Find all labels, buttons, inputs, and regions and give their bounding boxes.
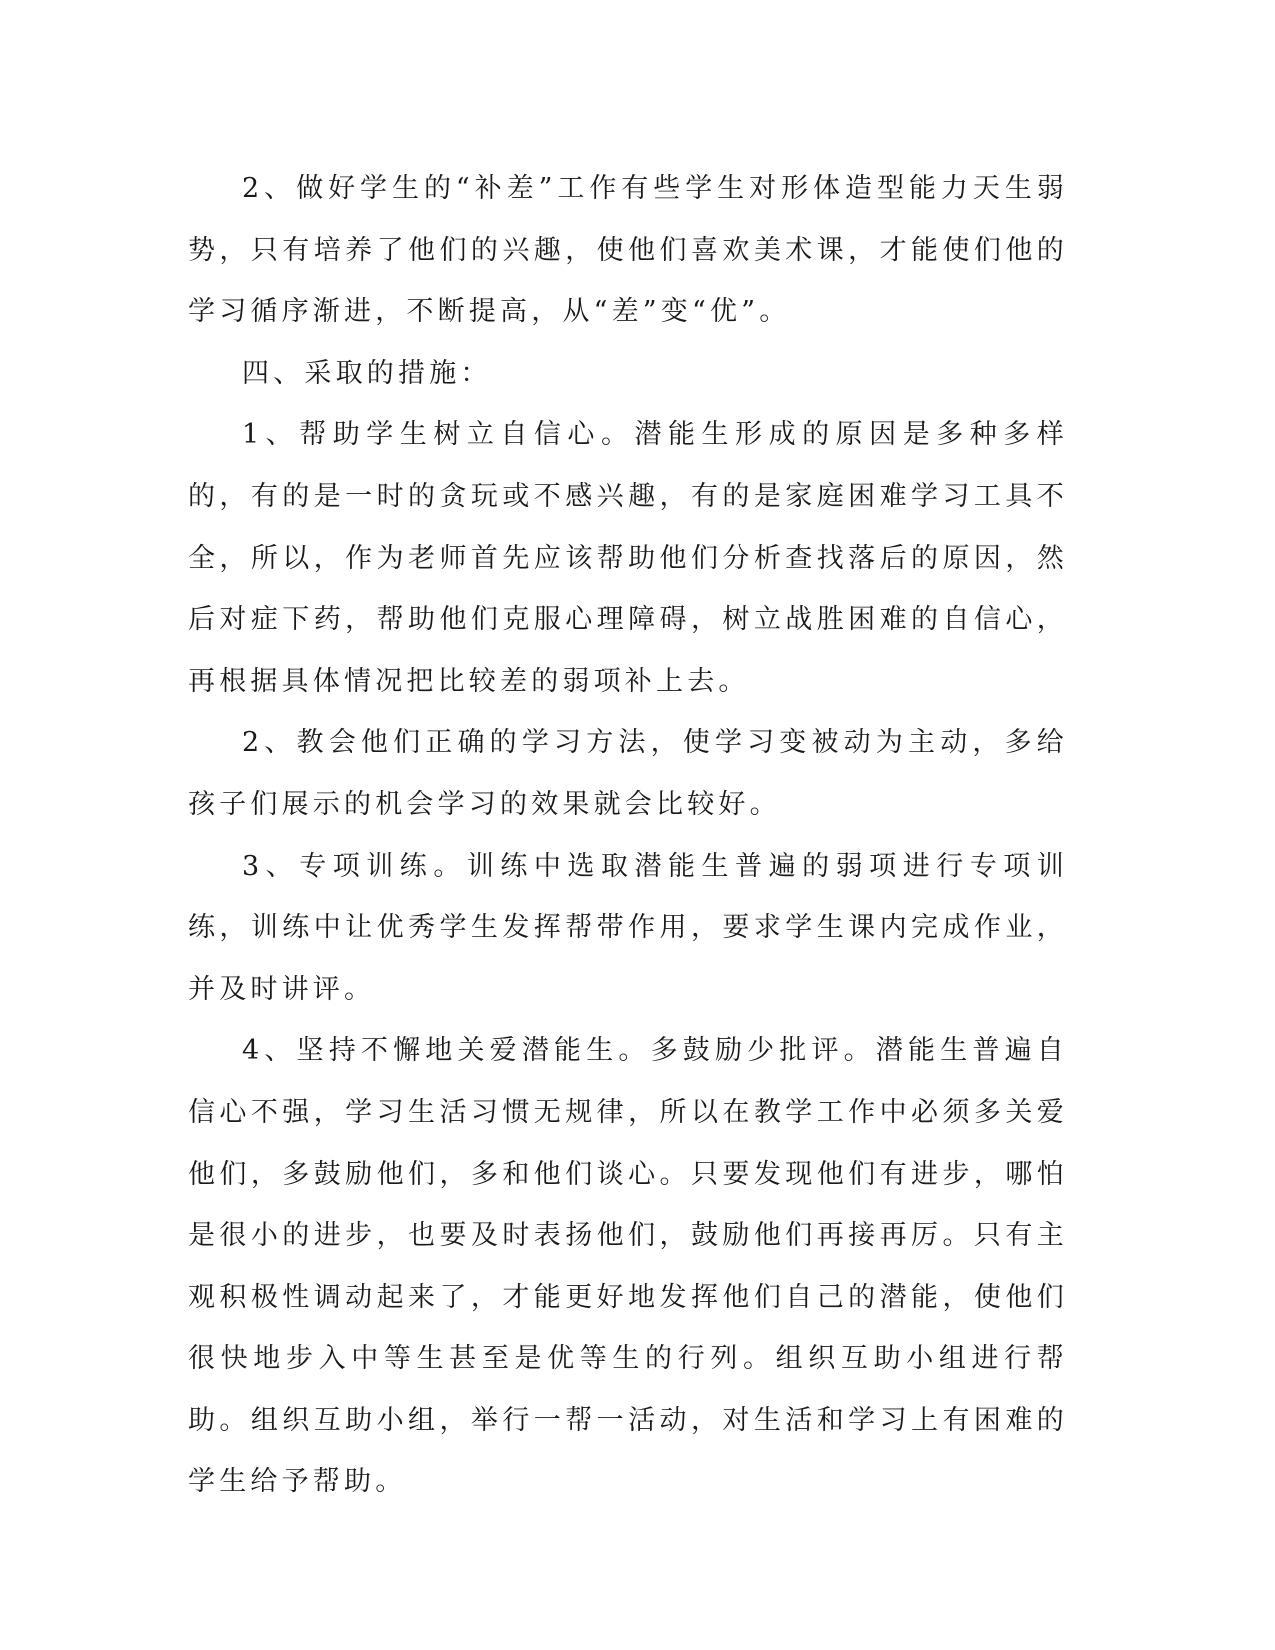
paragraph-remedial-work: 2、做好学生的“补差”工作有些学生对形体造型能力天生弱势，只有培养了他们的兴趣，使他们喜欢美术课，才能使们他的学习循序渐进，不断提高，从“差”变“优”。 xyxy=(188,173,1068,328)
paragraph-care-for-students: 4、坚持不懈地关爱潜能生。多鼓励少批评。潜能生普遍自信心不强，学习生活习惯无规律，所以在教学工作中必须多关爱他们，多鼓励他们，多和他们谈心。只要发现他们有进步，哪怕是很小的进步，也要及时表扬他们，鼓励他们再接再厉。只有主观积极性调动起来了，才能更好地发挥他们自己的潜能，使他们很快地步入中等生甚至是优等生的行列。组织互助小组进行帮助。组织互助小组，举行一帮一活动，对生活和学习上有困难的学生给予帮助。 xyxy=(188,1035,1068,1498)
document-body xyxy=(188,158,1068,1513)
paragraph-build-confidence: 1、帮助学生树立自信心。潜能生形成的原因是多种多样的，有的是一时的贪玩或不感兴趣，有的是家庭困难学习工具不全，所以，作为老师首先应该帮助他们分析查找落后的原因，然后对症下药，帮助他们克服心理障碍，树立战胜困难的自信心，再根据具体情况把比较差的弱项补上去。 xyxy=(188,419,1068,697)
paragraph-study-methods: 2、教会他们正确的学习方法，使学习变被动为主动，多给孩子们展示的机会学习的效果就会比较好。 xyxy=(188,727,1068,820)
paragraph-special-training: 3、专项训练。训练中选取潜能生普遍的弱项进行专项训练，训练中让优秀学生发挥帮带作用，要求学生课内完成作业，并及时讲评。 xyxy=(188,850,1068,1005)
section-heading-measures: 四、采取的措施： xyxy=(242,357,492,389)
